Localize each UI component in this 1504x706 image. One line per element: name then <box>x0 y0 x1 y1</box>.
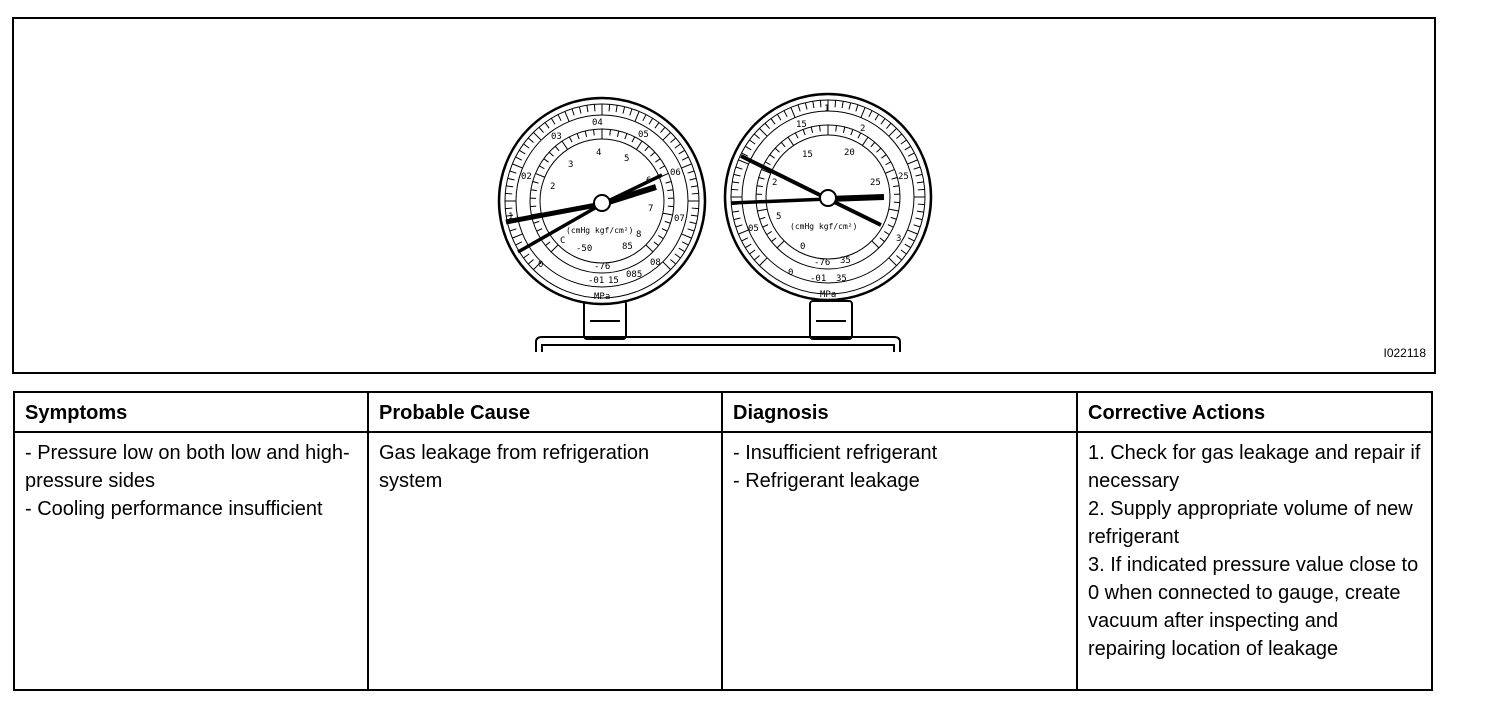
header-probable-cause: Probable Cause <box>368 392 722 432</box>
right-low-35a: 35 <box>840 256 851 266</box>
right-low-35b: 35 <box>836 274 847 284</box>
gauge-illustration-frame <box>12 17 1436 374</box>
dial-tick <box>594 104 595 111</box>
right-inner-5: 5 <box>776 212 782 222</box>
right-outer-3: 3 <box>896 234 902 244</box>
left-low-15: 15 <box>608 276 619 286</box>
left-outer-08: 08 <box>650 258 661 268</box>
dial-tick <box>918 189 925 190</box>
left-inner-4: 4 <box>596 148 602 158</box>
manifold-body <box>536 301 900 352</box>
left-outer-0: 0 <box>538 260 544 270</box>
dial-tick <box>918 204 925 205</box>
right-outer-1: 1 <box>824 104 830 114</box>
low-pressure-gauge <box>499 98 705 304</box>
right-inner-20: 20 <box>844 148 855 158</box>
dial-tick <box>594 129 595 135</box>
header-diagnosis: Diagnosis <box>722 392 1077 432</box>
left-low-085: 085 <box>626 270 643 280</box>
cause-item: Gas leakage from refrigeration system <box>379 442 650 492</box>
diagnosis-item: - Insufficient refrigerant <box>733 442 938 464</box>
diagnosis-item: - Refrigerant leakage <box>733 470 920 492</box>
action-item: 1. Check for gas leakage and repair if necessary <box>1088 442 1421 492</box>
left-outer-07: 07 <box>674 214 685 224</box>
symptoms-cell <box>14 432 368 690</box>
left-outer-06: 06 <box>670 168 681 178</box>
dial-tick <box>836 125 837 131</box>
corrective-actions-cell <box>1077 432 1432 690</box>
left-low-85: 85 <box>622 242 633 252</box>
action-item: 3. If indicated pressure value close to 0 when connected to gauge, create vacuum after inspecting and repairing location of leakage <box>1088 554 1419 660</box>
left-inner-8: 8 <box>636 230 642 240</box>
dial-tick <box>505 193 512 194</box>
right-unit-label: (cmHg kgf/cm²) <box>790 222 858 231</box>
dial-tick <box>820 125 821 131</box>
right-mpa-label: MPa <box>820 290 837 300</box>
table-row <box>14 432 1432 690</box>
high-pressure-gauge <box>725 94 931 300</box>
right-inner-25: 25 <box>870 178 881 188</box>
probable-cause-cell <box>368 432 722 690</box>
dial-tick <box>505 208 512 209</box>
left-inner-7: 7 <box>648 204 654 214</box>
header-symptoms: Symptoms <box>14 392 368 432</box>
dial-tick <box>731 189 738 190</box>
dial-tick <box>692 193 699 194</box>
right-inner-15: 15 <box>802 150 813 160</box>
action-item: 2. Supply appropriate volume of new refrigerant <box>1088 498 1413 548</box>
left-outer-04: 04 <box>592 118 603 128</box>
right-outer-2: 2 <box>860 124 866 134</box>
table-header-row <box>14 392 1432 432</box>
right-outer-25: 25 <box>898 172 909 182</box>
header-corrective-actions: Corrective Actions <box>1077 392 1432 432</box>
right-outer-15: 15 <box>796 120 807 130</box>
diagnosis-table <box>13 391 1433 691</box>
left-unit-label: (cmHg kgf/cm²) <box>566 226 634 235</box>
symptom-item: - Pressure low on both low and high-pressure sides <box>25 442 350 492</box>
right-inner-2: 2 <box>772 178 778 188</box>
dial-tick <box>820 100 821 107</box>
left-inner-2: 2 <box>550 182 556 192</box>
left-outer-02: 02 <box>521 172 532 182</box>
dial-tick <box>692 208 699 209</box>
right-low-01: -01 <box>810 274 827 284</box>
figure-id-label: I022118 <box>1383 346 1426 360</box>
dial-tick <box>835 100 836 107</box>
left-low-50: -50 <box>576 244 593 254</box>
right-outer-0: 0 <box>788 268 794 278</box>
right-outer-05: 05 <box>748 224 759 234</box>
left-low-76: -76 <box>594 262 611 272</box>
diagnosis-cell <box>722 432 1077 690</box>
manifold-gauge-illustration <box>14 19 1434 372</box>
left-inner-5: 5 <box>624 154 630 164</box>
dial-tick <box>609 104 610 111</box>
left-low-01: -01 <box>588 276 605 286</box>
left-outer-1: 1 <box>508 212 514 222</box>
dial-tick <box>610 129 611 135</box>
left-outer-05: 05 <box>638 130 649 140</box>
symptom-item: - Cooling performance insufficient <box>25 498 323 520</box>
left-mpa-label: MPa <box>594 292 611 302</box>
left-low-c: C <box>560 236 566 246</box>
right-low-76: -76 <box>814 258 831 268</box>
left-inner-3: 3 <box>568 160 574 170</box>
left-outer-03: 03 <box>551 132 562 142</box>
right-low-0: 0 <box>800 242 806 252</box>
